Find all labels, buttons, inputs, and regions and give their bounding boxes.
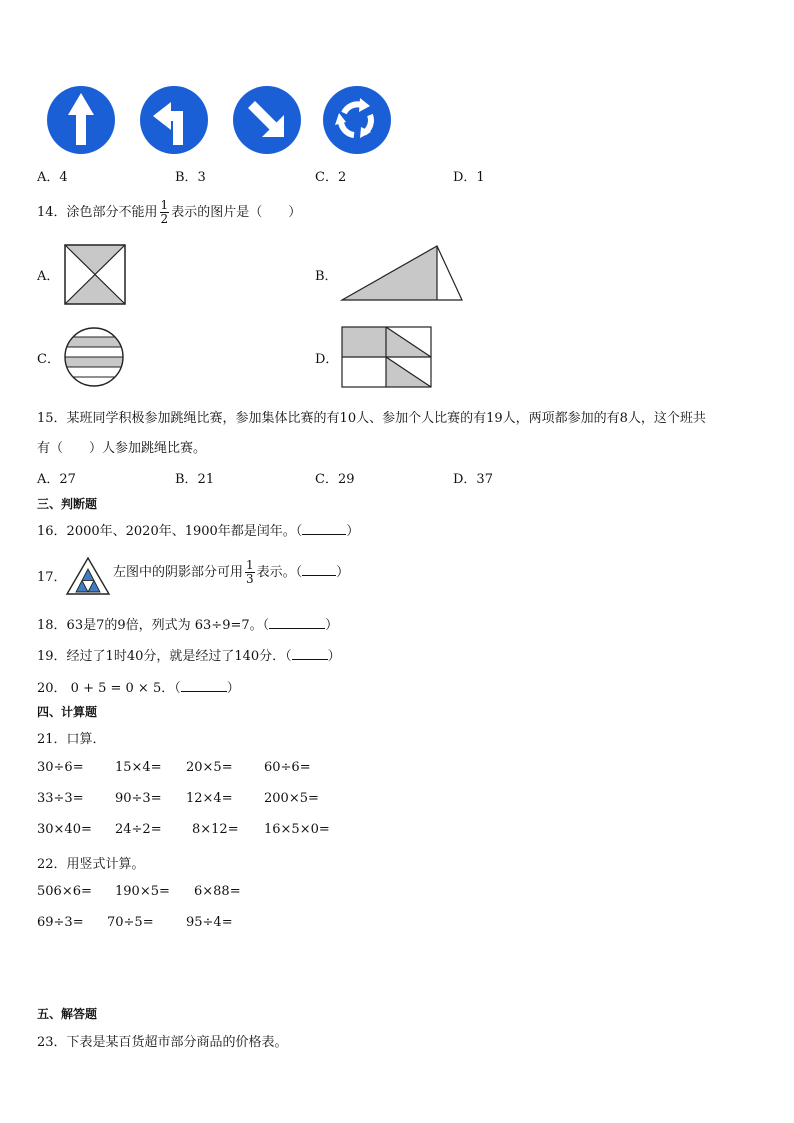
answer-blank[interactable] xyxy=(181,679,227,692)
arrow-down-right-sign-icon xyxy=(232,85,302,155)
q17-text2: 表示。（ xyxy=(256,565,303,580)
q13-option-b: B．3 xyxy=(175,170,206,185)
q15-line2: 有（ ）人参加跳绳比赛。 xyxy=(37,441,207,456)
answer-blank[interactable] xyxy=(269,616,325,629)
grid-rectangle-figure xyxy=(341,326,433,388)
section-title-judgement: 三、判断题 xyxy=(37,497,98,511)
q21-item: 12×4= xyxy=(186,791,233,806)
q19-text: 19．经过了1时40分，就是经过了140分．（ xyxy=(37,649,292,664)
q20-close: ） xyxy=(226,681,240,696)
triangle-figure xyxy=(340,244,464,302)
q21-title: 21．口算． xyxy=(37,732,106,747)
triangle-grid-figure xyxy=(65,556,111,596)
q21-item: 24÷2= xyxy=(115,822,162,837)
q22-item: 506×6= xyxy=(37,884,92,899)
q22-item: 190×5= xyxy=(115,884,170,899)
q21-item: 15×4= xyxy=(115,760,162,775)
q21-item: 8×12= xyxy=(192,822,239,837)
fraction-numerator: 1 xyxy=(160,198,169,212)
q16 xyxy=(37,520,359,539)
q21-item: 30×40= xyxy=(37,822,92,837)
q15-option-a: A．27 xyxy=(37,472,76,487)
roundabout-sign-icon xyxy=(322,85,392,155)
q20-text: 20． 0 + 5 = 0 × 5．（ xyxy=(37,681,181,696)
q14-option-c-label: C． xyxy=(37,352,60,367)
q22-item: 6×88= xyxy=(194,884,241,899)
q21-item: 33÷3= xyxy=(37,791,84,806)
q14-fraction xyxy=(160,199,170,226)
q15-line1: 15．某班同学积极参加跳绳比赛，参加集体比赛的有10人、参加个人比赛的有19人，两项都参加的有8人，这个班共 xyxy=(37,411,706,426)
answer-blank[interactable] xyxy=(302,522,346,535)
q17-question xyxy=(113,553,349,593)
answer-blank[interactable] xyxy=(302,563,336,576)
q21-item: 60÷6= xyxy=(264,760,311,775)
section-title-solutions: 五、解答题 xyxy=(37,1007,98,1021)
q23-text: 23．下表是某百货超市部分商品的价格表。 xyxy=(37,1035,288,1050)
q21-item: 30÷6= xyxy=(37,760,84,775)
q13-option-d: D．1 xyxy=(453,170,485,185)
q15-option-c: C．29 xyxy=(315,472,355,487)
q18 xyxy=(37,614,338,633)
arrow-up-sign-icon xyxy=(46,85,116,155)
q13-option-c: C．2 xyxy=(315,170,347,185)
striped-circle-figure xyxy=(63,327,125,387)
fraction-denominator: 3 xyxy=(246,572,254,586)
q16-close: ） xyxy=(346,524,360,539)
q17-close: ） xyxy=(336,565,350,580)
q14-question xyxy=(37,199,301,226)
q20 xyxy=(37,677,240,696)
q15-option-d: D．37 xyxy=(453,472,493,487)
q14-option-d-label: D． xyxy=(315,352,339,367)
q14-option-a-label: A． xyxy=(37,269,60,284)
square-x-figure xyxy=(64,244,126,305)
q22-title: 22．用竖式计算。 xyxy=(37,857,145,872)
q21-item: 20×5= xyxy=(186,760,233,775)
q22-item: 69÷3= xyxy=(37,915,84,930)
q22-item: 70÷5= xyxy=(107,915,154,930)
q21-item: 16×5×0= xyxy=(264,822,330,837)
fraction-denominator: 2 xyxy=(160,212,169,226)
q21-item: 90÷3= xyxy=(115,791,162,806)
q15-option-b: B．21 xyxy=(175,472,215,487)
q14-prefix: 14．涂色部分不能用 xyxy=(37,205,158,220)
q14-suffix: 表示的图片是（ ） xyxy=(171,205,302,220)
fraction-numerator: 1 xyxy=(246,558,254,572)
q17-text: 左图中的阴影部分可用 xyxy=(113,565,244,580)
answer-blank[interactable] xyxy=(292,647,328,660)
q21-item: 200×5= xyxy=(264,791,319,806)
q16-text: 16．2000年、2020年、1900年都是闰年。（ xyxy=(37,524,303,539)
q17-fraction xyxy=(245,559,255,586)
turn-left-sign-icon xyxy=(139,85,209,155)
q18-close: ） xyxy=(325,618,339,633)
q18-text: 18．63是7的9倍，列式为 63÷9=7。（ xyxy=(37,618,270,633)
q22-item: 95÷4= xyxy=(186,915,233,930)
section-title-calculation: 四、计算题 xyxy=(37,705,98,719)
q17-number: 17． xyxy=(37,570,67,585)
q14-option-b-label: B． xyxy=(315,269,338,284)
q19 xyxy=(37,645,341,664)
q13-option-a: A．4 xyxy=(37,170,68,185)
q19-close: ） xyxy=(327,649,341,664)
